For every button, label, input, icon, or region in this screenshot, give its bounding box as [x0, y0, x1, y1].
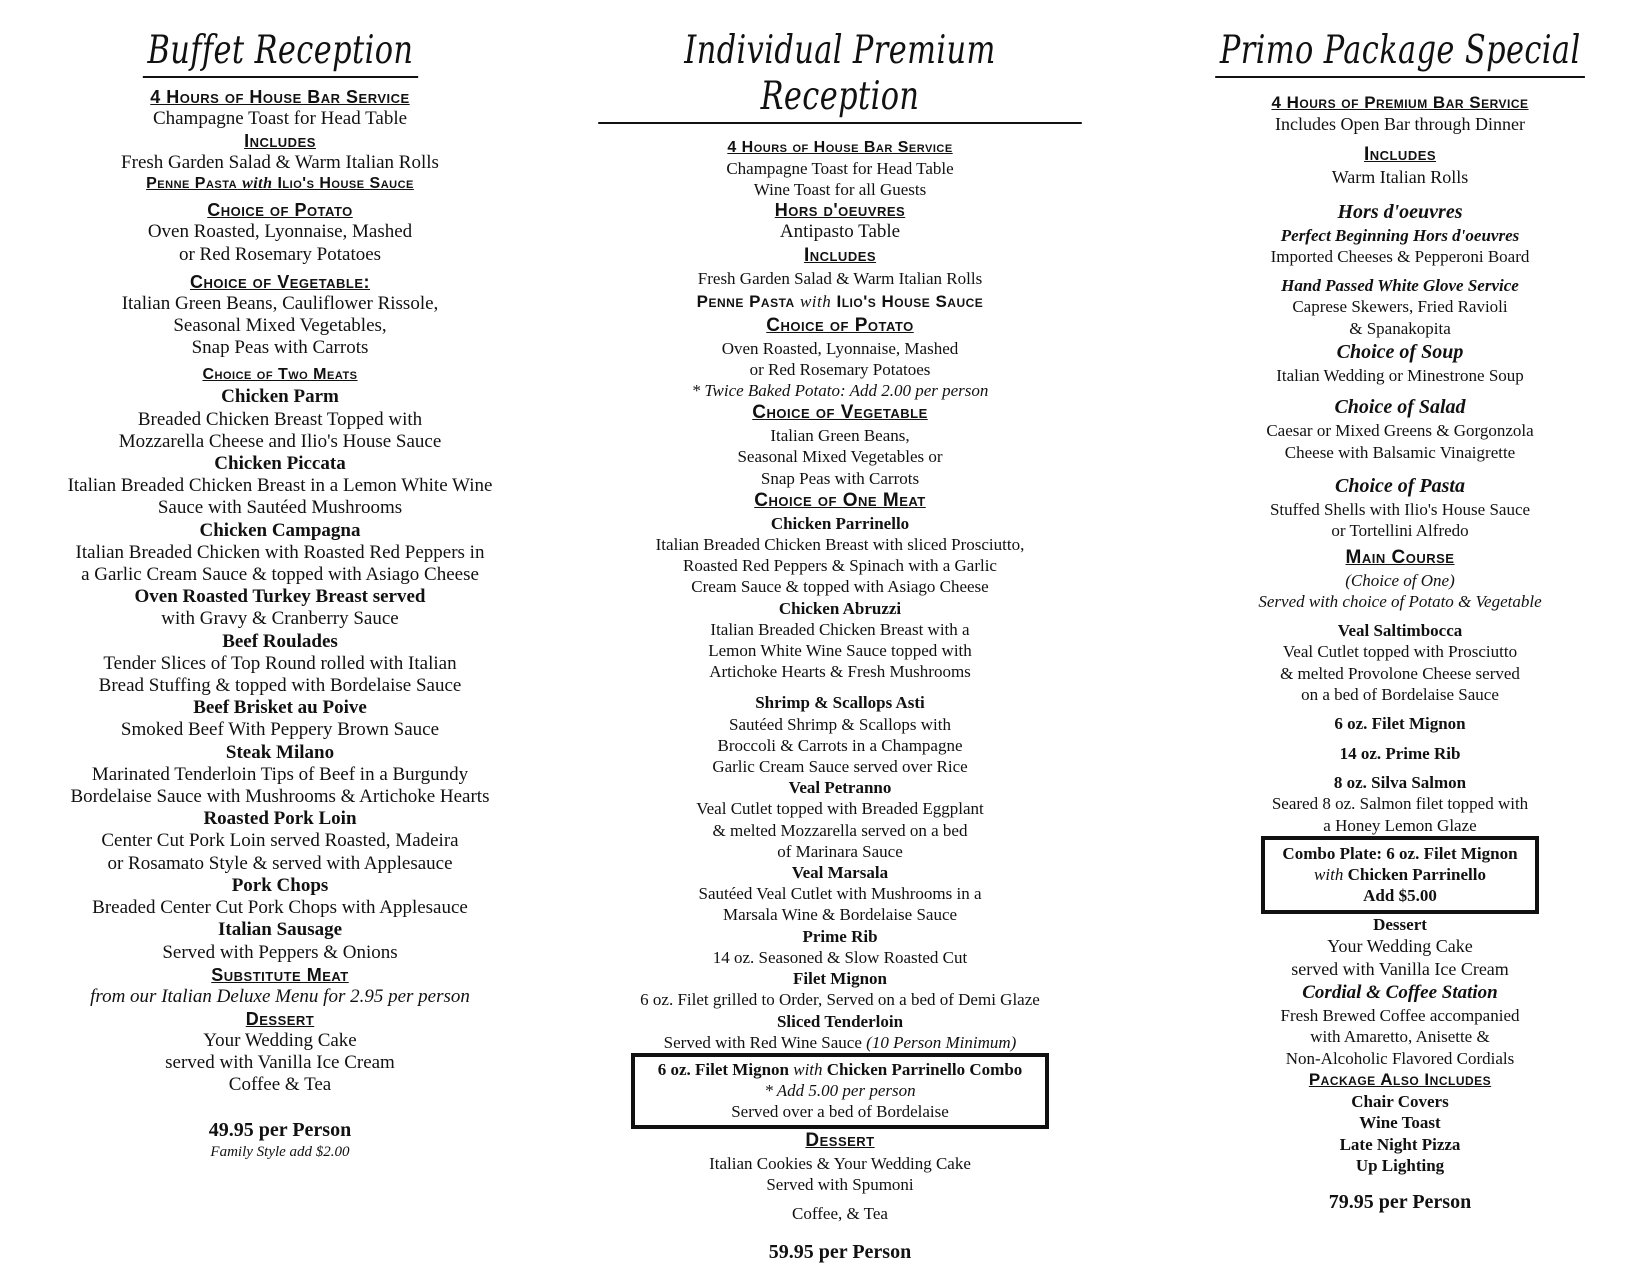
individual-title: Individual Premium Reception	[598, 28, 1082, 124]
buffet-reception-column	[40, 28, 520, 1163]
meats-heading: Choice of Two Meats	[202, 366, 358, 384]
meat-desc: 6 oz. Filet grilled to Order, Served on a bed of Demi Glaze	[640, 990, 1040, 1010]
potato-line: Oven Roasted, Lyonnaise, Mashed	[721, 338, 959, 358]
meat-desc: or Rosamato Style & served with Applesauce	[107, 852, 453, 874]
meat-desc: & melted Mozzarella served on a bed	[712, 820, 968, 840]
white-glove-desc: Caprese Skewers, Fried Ravioli	[1292, 297, 1508, 317]
cordial-heading: Cordial & Coffee Station	[1302, 982, 1498, 1004]
dessert-line: Your Wedding Cake	[203, 1029, 357, 1051]
main-course-note: (Choice of One)	[1345, 570, 1455, 590]
meat-name: Chicken Parm	[221, 386, 339, 408]
price: 59.95 per Person	[768, 1241, 912, 1264]
dessert-line: Served with Spumoni	[766, 1174, 914, 1194]
bar-service-heading: 4 Hours of Premium Bar Service	[1271, 93, 1529, 112]
meat-desc: Italian Breaded Chicken Breast with sliced Prosciutto,	[655, 535, 1025, 555]
family-style-note: Family Style add $2.00	[210, 1143, 350, 1160]
pasta-desc: Stuffed Shells with Ilio's House Sauce	[1269, 499, 1531, 519]
meat-desc: Bread Stuffing & topped with Bordelaise Sauce	[98, 675, 462, 697]
substitute-heading: Substitute Meat	[211, 964, 349, 985]
pasta-desc: or Tortellini Alfredo	[1331, 521, 1469, 541]
cordial-desc: Fresh Brewed Coffee accompanied	[1280, 1006, 1520, 1026]
combo-chicken: Chicken Parrinello	[1347, 865, 1486, 885]
meat-desc: Italian Breaded Chicken with Roasted Red Peppers in	[75, 541, 485, 563]
tenderloin-minimum: (10 Person Minimum)	[866, 1032, 1017, 1052]
perfect-beginning-desc: Imported Cheeses & Pepperoni Board	[1270, 246, 1530, 266]
meat-desc: Center Cut Pork Loin served Roasted, Madeira	[101, 830, 459, 852]
dessert-heading: Dessert	[245, 1008, 315, 1029]
meat-desc: Marsala Wine & Bordelaise Sauce	[722, 905, 958, 925]
main-course-heading: Main Course	[1345, 546, 1455, 568]
meat-desc: 14 oz. Seasoned & Slow Roasted Cut	[712, 947, 968, 967]
primo-package-column	[1190, 28, 1610, 1213]
package-item: Up Lighting	[1355, 1155, 1445, 1175]
meat-name: Roasted Pork Loin	[203, 808, 357, 830]
antipasto-line: Antipasto Table	[779, 221, 901, 243]
entree-name: 6 oz. Filet Mignon	[1334, 714, 1466, 734]
vegetable-line: Italian Green Beans, Cauliflower Rissole,	[121, 292, 439, 314]
combo-chicken: Chicken Parrinello Combo	[826, 1059, 1023, 1079]
vegetable-heading: Choice of Vegetable	[752, 402, 928, 424]
entree-desc: a Honey Lemon Glaze	[1323, 815, 1477, 835]
tenderloin-sauce: Served with Red Wine Sauce	[663, 1032, 862, 1052]
vegetable-line: Seasonal Mixed Vegetables or	[737, 447, 943, 467]
meat-name: Chicken Parrinello	[770, 513, 910, 533]
white-glove-desc: & Spanakopita	[1349, 318, 1451, 338]
pasta-with: with	[799, 291, 832, 311]
package-item: Chair Covers	[1351, 1091, 1449, 1111]
meat-desc: Roasted Red Peppers & Spinach with a Garlic	[683, 556, 997, 576]
dessert-line: Italian Cookies & Your Wedding Cake	[709, 1153, 971, 1173]
white-glove-heading: Hand Passed White Glove Service	[1281, 276, 1519, 296]
dessert-line: served with Vanilla Ice Cream	[1291, 959, 1509, 980]
pasta-name: Penne Pasta	[146, 175, 238, 193]
salad-heading: Choice of Salad	[1334, 396, 1466, 419]
meat-name: Chicken Piccata	[214, 453, 346, 475]
vegetable-heading: Choice of Vegetable:	[189, 271, 371, 292]
vegetable-line: Seasonal Mixed Vegetables,	[173, 315, 387, 337]
rolls-text: Warm Italian Rolls	[1331, 167, 1469, 188]
combo-price: Add $5.00	[1363, 886, 1437, 906]
meat-desc: Garlic Cream Sauce served over Rice	[712, 757, 968, 777]
meat-desc: Broccoli & Carrots in a Champagne	[717, 735, 963, 755]
entree-name: 8 oz. Silva Salmon	[1333, 772, 1467, 792]
potato-line: or Red Rosemary Potatoes	[749, 359, 931, 379]
combo-title: Combo Plate: 6 oz. Filet Mignon	[1282, 843, 1518, 863]
cordial-desc: Non-Alcoholic Flavored Cordials	[1285, 1048, 1515, 1068]
meat-desc: Marinated Tenderloin Tips of Beef in a Burgundy	[91, 763, 469, 785]
vegetable-line: Italian Green Beans,	[770, 426, 910, 446]
salad-text: Fresh Garden Salad & Warm Italian Rolls	[121, 152, 439, 174]
meat-desc: of Marinara Sauce	[777, 841, 903, 861]
buffet-title: Buffet Reception	[142, 28, 417, 78]
pasta-heading: Choice of Pasta	[1335, 474, 1465, 497]
meat-desc	[590, 1032, 1090, 1053]
substitute-desc: from our Italian Deluxe Menu for 2.95 per person	[90, 985, 470, 1007]
price: 79.95 per Person	[1328, 1191, 1472, 1214]
entree-desc: Seared 8 oz. Salmon filet topped with	[1271, 794, 1529, 814]
vegetable-line: Snap Peas with Carrots	[760, 468, 920, 488]
salad-desc: Caesar or Mixed Greens & Gorgonzola	[1266, 421, 1534, 441]
pasta-with: with	[242, 175, 273, 193]
combo-title	[1265, 864, 1535, 885]
meat-desc: Artichoke Hearts & Fresh Mushrooms	[709, 662, 971, 682]
potato-heading: Choice of Potato	[207, 200, 353, 221]
meat-name: Italian Sausage	[217, 919, 343, 941]
meat-name: Beef Roulades	[222, 630, 338, 652]
package-item: Wine Toast	[1359, 1113, 1441, 1133]
toast-line: Wine Toast for all Guests	[753, 180, 927, 200]
combo-desc: Served over a bed of Bordelaise	[731, 1102, 949, 1122]
dessert-line: Your Wedding Cake	[1327, 936, 1473, 957]
meat-desc: with Gravy & Cranberry Sauce	[161, 608, 399, 630]
meat-desc: a Garlic Cream Sauce & topped with Asiago Cheese	[81, 564, 479, 586]
pasta-heading	[590, 290, 1090, 314]
potato-note: * Twice Baked Potato: Add 2.00 per person	[691, 381, 989, 401]
pasta-heading	[40, 174, 520, 194]
dessert-heading: Dessert	[1373, 914, 1427, 934]
meat-name: Prime Rib	[802, 926, 878, 946]
meat-desc: Sautéed Veal Cutlet with Mushrooms in a	[698, 884, 982, 904]
meat-desc: Cream Sauce & topped with Asiago Cheese	[691, 577, 989, 597]
meat-desc: Breaded Center Cut Pork Chops with Applesauce	[92, 897, 468, 919]
dessert-line: served with Vanilla Ice Cream	[165, 1052, 395, 1074]
meat-desc: Italian Breaded Chicken Breast in a Lemon White Wine	[67, 475, 493, 497]
individual-premium-column	[590, 28, 1090, 1263]
meat-desc: Veal Cutlet topped with Breaded Eggplant	[696, 799, 984, 819]
entree-desc: on a bed of Bordelaise Sauce	[1301, 685, 1499, 705]
combo-with: with	[793, 1059, 823, 1079]
soup-heading: Choice of Soup	[1336, 341, 1464, 364]
bar-service-heading: 4 Hours of House Bar Service	[150, 87, 410, 107]
meat-name: Steak Milano	[225, 741, 335, 763]
meat-desc: Served with Peppers & Onions	[162, 941, 398, 963]
meat-name: Chicken Abruzzi	[778, 598, 902, 618]
potato-heading: Choice of Potato	[766, 314, 914, 336]
meat-name: Pork Chops	[231, 874, 329, 896]
meat-name: Oven Roasted Turkey Breast served	[134, 586, 426, 608]
package-includes-heading: Package Also Includes	[1308, 1069, 1492, 1089]
meat-name: Filet Mignon	[793, 969, 887, 989]
package-item: Late Night Pizza	[1339, 1134, 1461, 1154]
soup-desc: Italian Wedding or Minestrone Soup	[1276, 366, 1524, 386]
entree-desc: Veal Cutlet topped with Prosciutto	[1282, 642, 1518, 662]
entree-name: Veal Saltimbocca	[1337, 621, 1463, 641]
perfect-beginning-heading: Perfect Beginning Hors d'oeuvres	[1280, 225, 1520, 245]
combo-filet: 6 oz. Filet Mignon	[657, 1059, 789, 1079]
meat-desc: Bordelaise Sauce with Mushrooms & Artichoke Hearts	[70, 786, 490, 808]
combo-box	[631, 1053, 1049, 1129]
meat-heading: Choice of One Meat	[754, 489, 926, 511]
meat-desc: Mozzarella Cheese and Ilio's House Sauce	[118, 430, 442, 452]
coffee-line: Coffee, & Tea	[792, 1203, 888, 1223]
includes-heading: Includes	[1363, 144, 1437, 166]
entree-name: 14 oz. Prime Rib	[1339, 743, 1461, 763]
combo-with: with	[1314, 865, 1344, 885]
coffee-line: Coffee & Tea	[228, 1074, 332, 1096]
pasta-sauce: Ilio's House Sauce	[836, 291, 984, 311]
price: 49.95 per Person	[208, 1118, 352, 1141]
meat-name: Shrimp & Scallops Asti	[755, 693, 925, 713]
vegetable-line: Snap Peas with Carrots	[191, 337, 369, 359]
pasta-sauce: Ilio's House Sauce	[277, 175, 414, 193]
combo-price: * Add 5.00 per person	[764, 1081, 916, 1101]
salad-text: Fresh Garden Salad & Warm Italian Rolls	[697, 269, 983, 289]
includes-heading: Includes	[244, 131, 316, 152]
meat-name: Chicken Campagna	[199, 519, 361, 541]
bar-desc: Includes Open Bar through Dinner	[1275, 114, 1525, 134]
combo-box	[1261, 836, 1539, 914]
main-course-note: Served with choice of Potato & Vegetable	[1258, 591, 1542, 611]
salad-desc: Cheese with Balsamic Vinaigrette	[1284, 442, 1516, 462]
potato-line: or Red Rosemary Potatoes	[178, 243, 382, 265]
meat-desc: Sauce with Sautéed Mushrooms	[157, 497, 403, 519]
primo-title: Primo Package Special	[1215, 28, 1585, 78]
meat-desc: Tender Slices of Top Round rolled with Italian	[103, 652, 457, 674]
meat-desc: Sautéed Shrimp & Scallops with	[729, 714, 951, 734]
meat-desc: Lemon White Wine Sauce topped with	[708, 641, 972, 661]
includes-heading: Includes	[803, 245, 877, 267]
entree-desc: & melted Provolone Cheese served	[1280, 663, 1520, 683]
potato-line: Oven Roasted, Lyonnaise, Mashed	[147, 221, 413, 243]
toast-text: Champagne Toast for Head Table	[152, 108, 408, 129]
meat-name: Beef Brisket au Poive	[193, 697, 367, 719]
toast-line: Champagne Toast for Head Table	[726, 159, 954, 178]
dessert-heading: Dessert	[805, 1129, 875, 1151]
meat-name: Sliced Tenderloin	[776, 1011, 904, 1031]
cordial-desc: with Amaretto, Anisette &	[1310, 1027, 1490, 1047]
meat-name: Veal Petranno	[788, 778, 892, 798]
combo-title	[635, 1059, 1045, 1080]
hors-heading: Hors d'oeuvres	[1337, 200, 1463, 223]
meat-desc: Breaded Chicken Breast Topped with	[137, 408, 423, 430]
bar-service-heading: 4 Hours of House Bar Service	[727, 139, 953, 156]
hors-heading: Hors d'oeuvres	[774, 200, 906, 221]
pasta-name: Penne Pasta	[696, 291, 795, 311]
meat-name: Veal Marsala	[791, 863, 889, 883]
meat-desc: Smoked Beef With Peppery Brown Sauce	[120, 719, 440, 741]
meat-desc: Italian Breaded Chicken Breast with a	[710, 619, 970, 639]
